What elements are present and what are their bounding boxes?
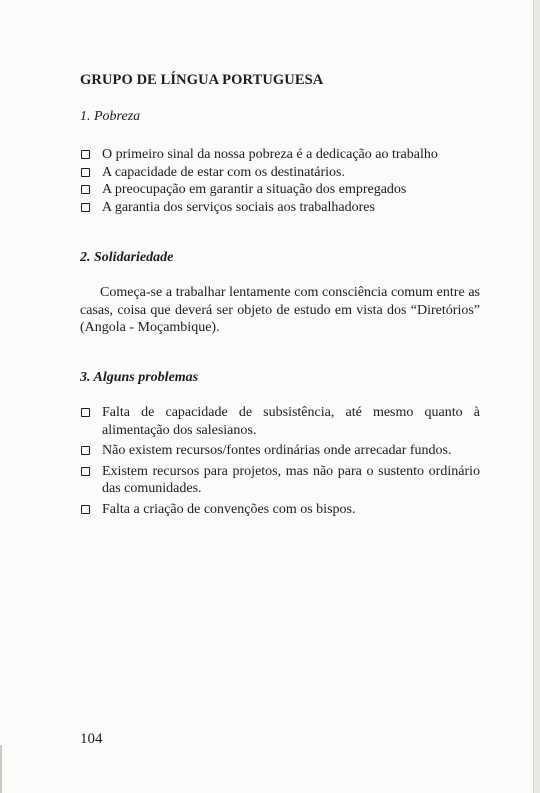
list-item-text: A capacidade de estar com os destinatários. [102,164,345,180]
list-item-text: Não existem recursos/fontes ordinárias onde arrecadar fundos. [102,443,452,458]
list-item [80,442,480,460]
problemas-list [80,404,480,521]
list-item [80,199,480,217]
page-number: 104 [80,731,103,747]
solidariedade-paragraph: Começa-se a trabalhar lentamente com consciência comum entre as casas, coisa que deverá ser objeto de estudo em vista dos “Diretórios” (Angola - Moçambique). [80,285,480,335]
section-title-alguns-problemas: 3. Alguns problemas [80,370,199,385]
section-title-pobreza: 1. Pobreza [80,109,141,124]
list-item [80,463,480,498]
checkbox-icon [81,505,90,514]
checkbox-icon [81,150,90,159]
list-item-text: Existem recursos para projetos, mas não para o sustento ordinário das comunidades. [102,463,480,496]
page-edge-divider [0,745,2,793]
list-item-text: Falta a criação de convenções com os bispos. [102,501,356,517]
list-item-text: O primeiro sinal da nossa pobreza é a dedicação ao trabalho [102,147,438,162]
checkbox-icon [81,467,90,476]
checkbox-icon [81,168,90,177]
checkbox-icon [81,408,90,417]
list-item [80,404,480,439]
list-item [80,146,480,164]
section-title-solidariedade: 2. Solidariedade [80,250,174,265]
page-heading: GRUPO DE LÍNGUA PORTUGUESA [80,72,324,88]
list-item-text: A garantia dos serviços sociais aos trabalhadores [102,199,375,215]
checkbox-icon [81,446,90,455]
list-item [80,164,480,182]
list-item-text: Falta de capacidade de subsistência, até mesmo quanto à alimentação dos salesianos. [102,405,480,438]
list-item [80,501,480,519]
pobreza-list [80,146,480,216]
checkbox-icon [81,185,90,194]
checkbox-icon [81,203,90,212]
list-item [80,181,480,199]
list-item-text: A preocupação em garantir a situação dos empregados [102,182,407,197]
